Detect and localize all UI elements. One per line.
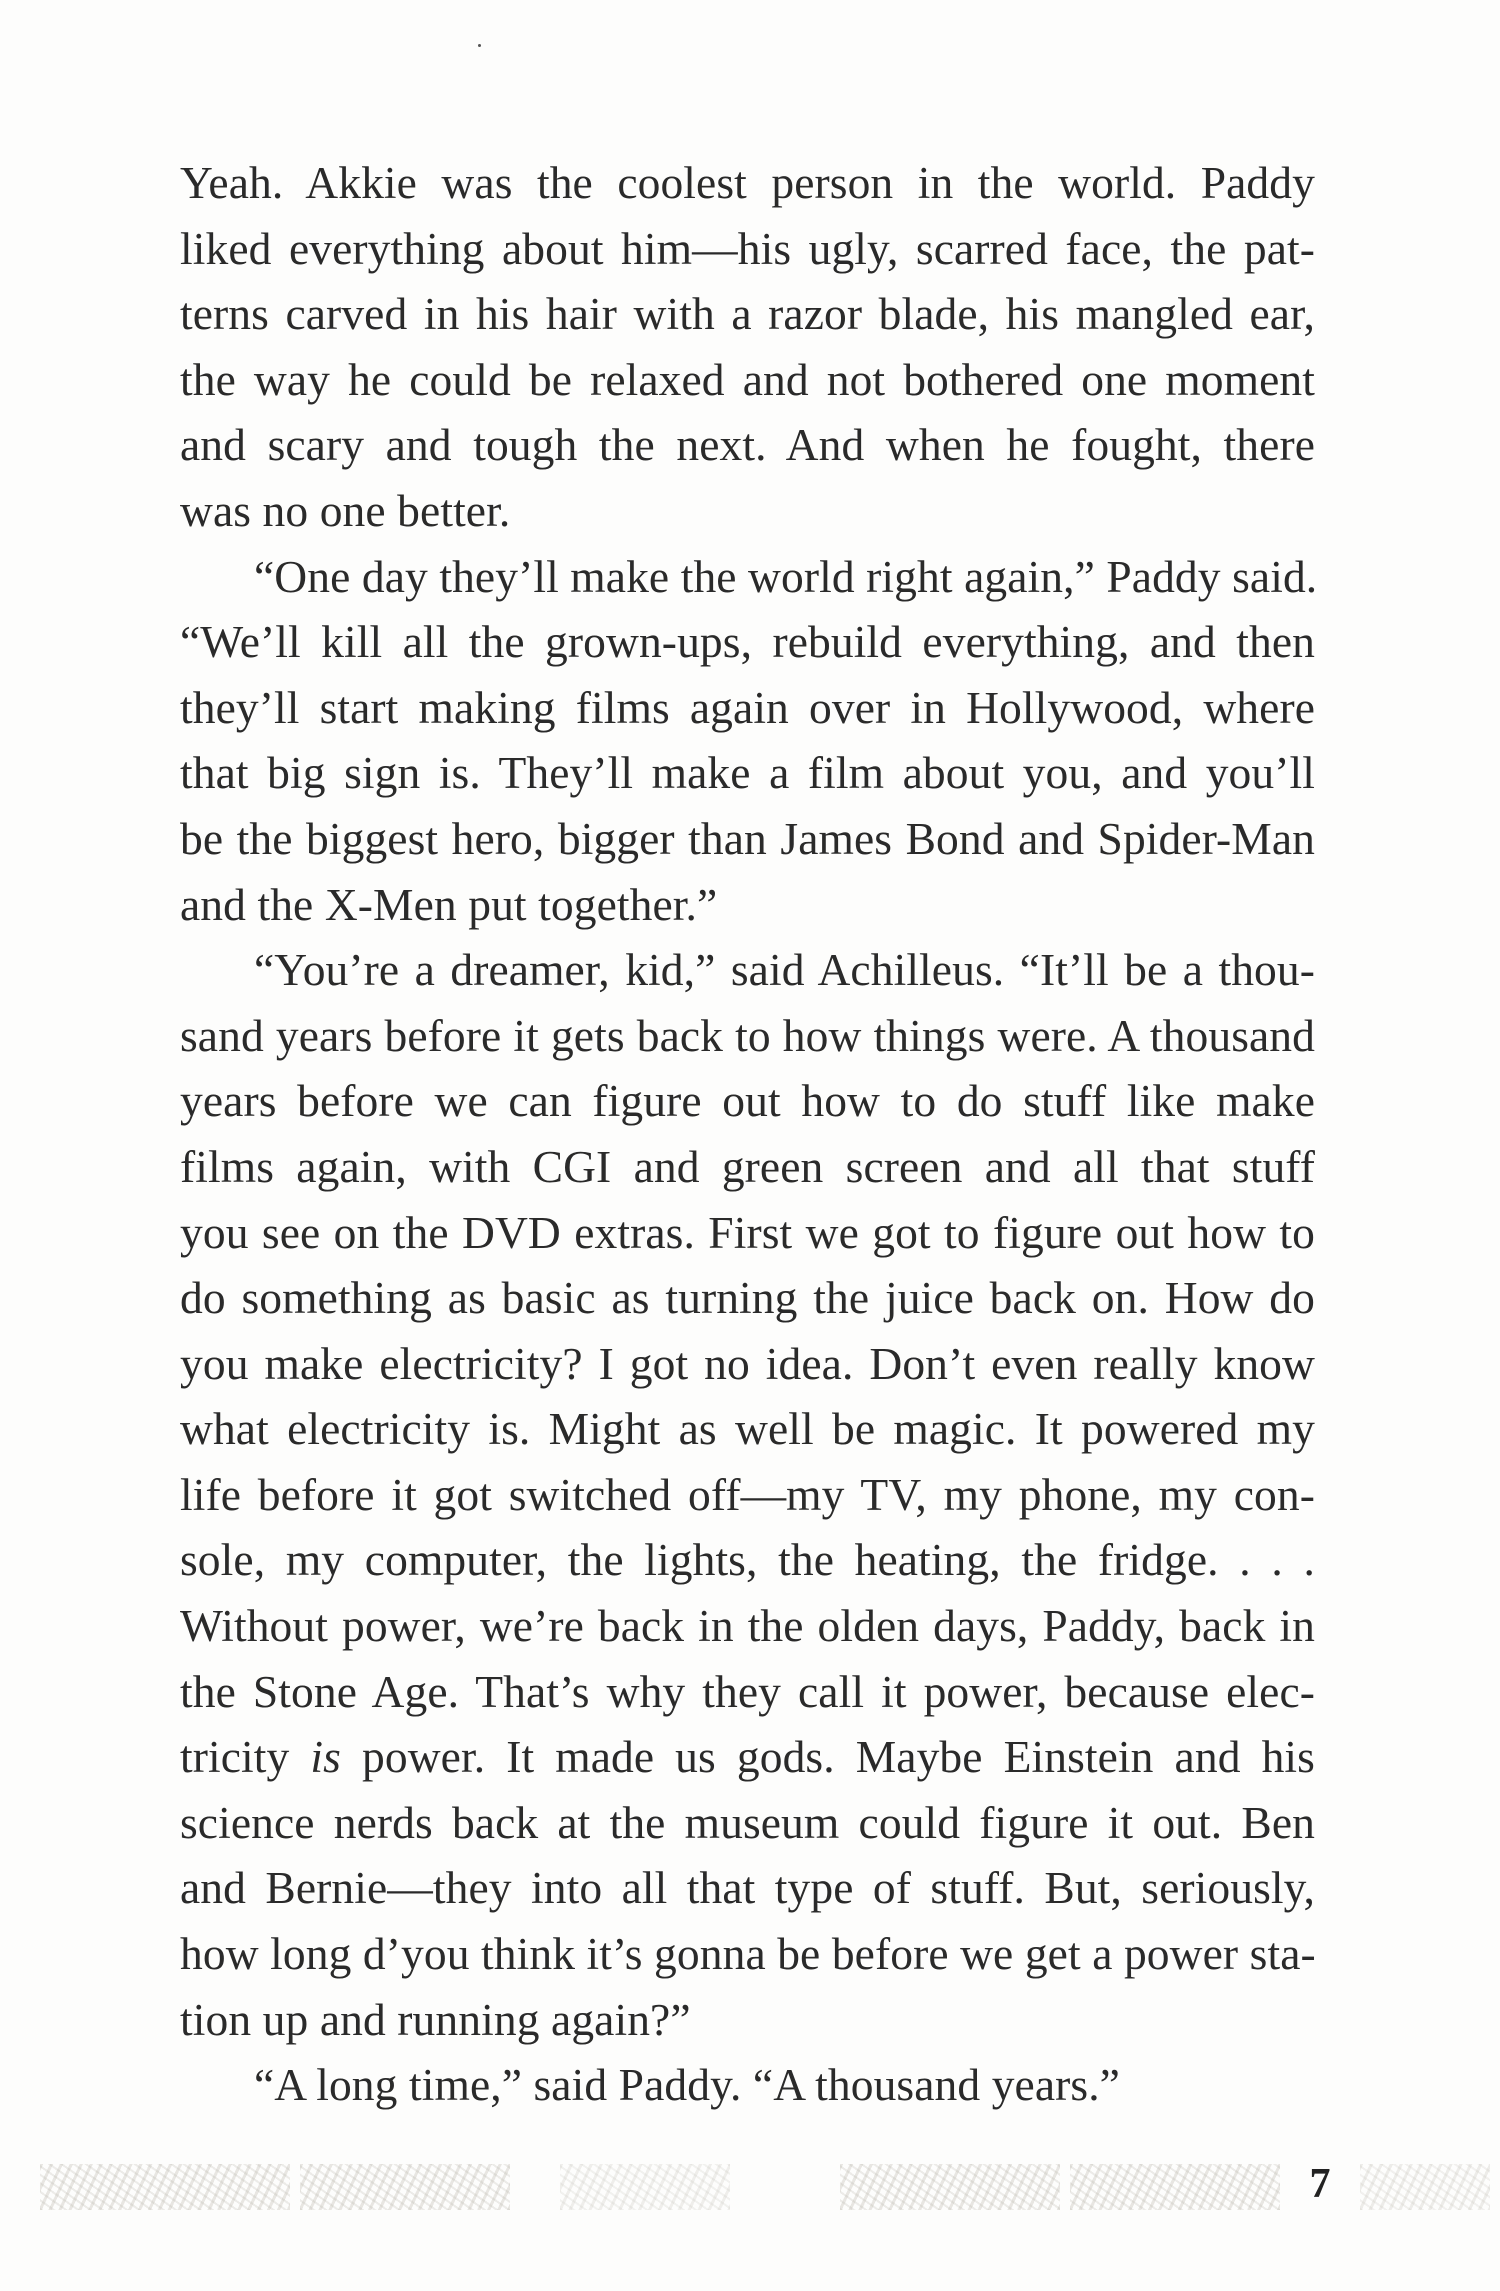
text-line: sand years before it gets back to how things were. A thousand [180, 1009, 1315, 1061]
text-line: you see on the DVD extras. First we got to figure out how to [180, 1206, 1315, 1258]
paper-speck [478, 44, 481, 47]
text-line: you make electricity? I got no idea. Don’t even really know [180, 1337, 1315, 1389]
text-fragment: power. It made us gods. Maybe Einstein and his [362, 1731, 1315, 1783]
text-line: how long d’you think it’s gonna be before we get a power sta- [180, 1928, 1316, 1980]
text-line: years before we can figure out how to do stuff like make [180, 1075, 1315, 1127]
text-line: Without power, we’re back in the olden days, Paddy, back in [180, 1600, 1315, 1652]
body-text [180, 150, 1318, 2118]
text-line: films again, with CGI and green screen and all that stuff [180, 1140, 1315, 1192]
footer-ornament [1360, 2164, 1490, 2210]
text-line: and Bernie—they into all that type of stuff. But, seriously, [180, 1862, 1315, 1914]
text-line: was no one better. [180, 484, 511, 536]
footer-ornament [840, 2164, 1060, 2210]
text-line: “One day they’ll make the world right again,” Paddy said. [254, 550, 1318, 602]
page-footer [0, 2150, 1500, 2230]
text-line: that big sign is. They’ll make a film about you, and you’ll [180, 747, 1315, 799]
text-line: Yeah. Akkie was the coolest person in the world. Paddy [180, 157, 1315, 208]
text-line: sole, my computer, the lights, the heating, the fridge. . . . [180, 1534, 1315, 1586]
footer-ornament [300, 2164, 510, 2210]
footer-ornament [560, 2164, 730, 2210]
footer-ornament [1070, 2164, 1280, 2210]
text-line: “We’ll kill all the grown-ups, rebuild everything, and then [180, 616, 1315, 668]
text-line: life before it got switched off—my TV, my phone, my con- [180, 1468, 1315, 1520]
text-line: the way he could be relaxed and not bothered one moment [180, 353, 1315, 405]
footer-ornament [40, 2164, 290, 2210]
emphasized-word: is [310, 1731, 341, 1783]
text-line: “A long time,” said Paddy. “A thousand years.” [254, 2059, 1120, 2111]
text-line [180, 1724, 1315, 1790]
text-fragment: tricity [180, 1731, 290, 1783]
text-line: tion up and running again?” [180, 1993, 691, 2045]
text-line: the Stone Age. That’s why they call it power, because elec- [180, 1665, 1315, 1717]
text-line: do something as basic as turning the juice back on. How do [180, 1272, 1315, 1324]
text-line: science nerds back at the museum could figure it out. Ben [180, 1796, 1315, 1848]
text-line: and scary and tough the next. And when he fought, there [180, 419, 1315, 471]
text-line: liked everything about him—his ugly, scarred face, the pat- [180, 222, 1315, 274]
text-line: terns carved in his hair with a razor blade, his mangled ear, [180, 288, 1315, 340]
text-line: “You’re a dreamer, kid,” said Achilleus. “It’ll be a thou- [254, 944, 1315, 996]
text-line: they’ll start making films again over in Hollywood, where [180, 681, 1315, 733]
text-line: what electricity is. Might as well be magic. It powered my [180, 1403, 1315, 1455]
text-line: be the biggest hero, bigger than James Bond and Spider-Man [180, 812, 1315, 864]
page-number: 7 [1309, 2161, 1331, 2207]
text-line: and the X-Men put together.” [180, 878, 718, 930]
